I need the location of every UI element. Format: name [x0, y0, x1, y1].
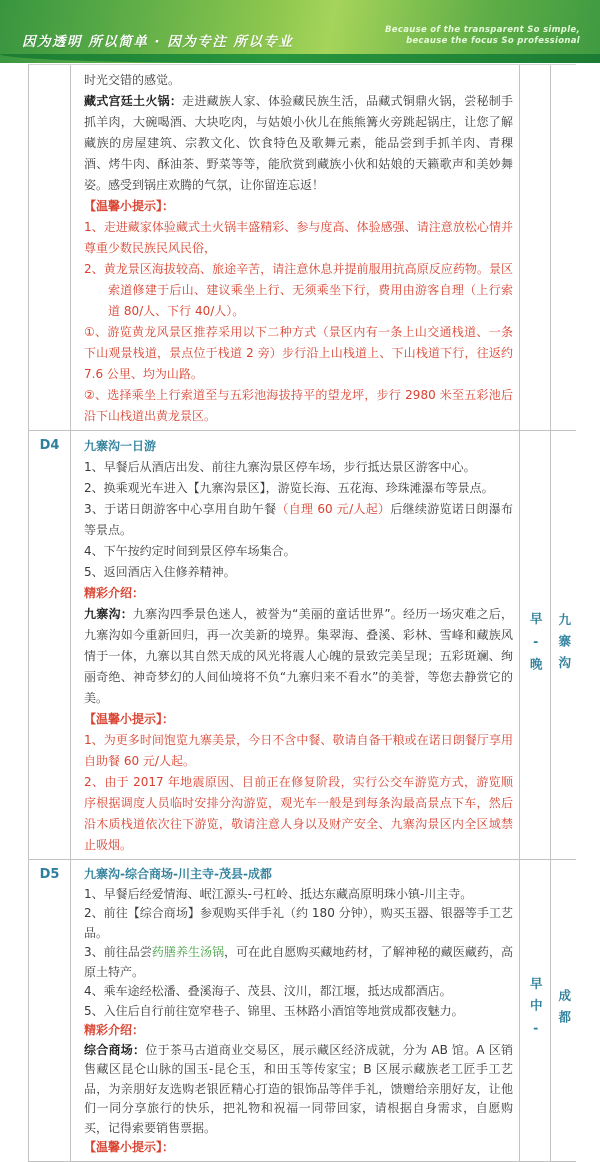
- tips-header-d5: 【温馨小提示】：: [84, 1140, 175, 1154]
- highlight-label-d4: 九寨沟：: [84, 607, 133, 621]
- step-item: [84, 499, 513, 541]
- day-label-d4: D4: [29, 431, 71, 859]
- step-item: 4、下午按约定时间到景区停车场集合。: [84, 544, 296, 558]
- stay-cell-d5: [551, 860, 576, 1161]
- step-item: 5、入住后自行前往宽窄巷子、锦里、玉林路小酒馆等地赏成都夜魅力。: [84, 1003, 464, 1018]
- banner-slogan-chinese: 因为透明 所以简单 · 因为专注 所以专业: [22, 34, 294, 50]
- banner-slogan-english: [385, 25, 580, 47]
- banner-ribbon: [0, 54, 600, 63]
- step-item: 4、乘车途经松潘、叠溪海子、茂县、汶川，都江堰，抵达成都酒店。: [84, 984, 452, 998]
- step3-pre-d5: 3、前往品尝: [84, 945, 152, 959]
- highlight-text-d4: 九寨沟四季景色迷人，被誉为“美丽的童话世界”。经历一场灾难之后，九寨沟如今重新回归，再一次美新的境界。集翠海、叠溪、彩林、雪峰和藏族风情于一体，九寨以其自然天成的风光将震人心魄的景致完美呈现；五彩斑斓、绚丽奇绝、神奇梦幻的人间仙境将不负“九寨归来不看水”的美誉，等您去静赏它的美。: [84, 607, 513, 705]
- tip-item: 1、为更多时间饱览九寨美景，今日不含中餐、敬请自备干粮或在诺日朗餐厅享用自助餐 60 元/人起。: [84, 733, 513, 768]
- meals-text-d4: 早-晚: [528, 611, 544, 679]
- day-title-d5: 九寨沟-综合商场-川主寺-茂县-成都: [84, 867, 272, 881]
- day-label-d5: D5: [29, 860, 71, 1161]
- tip-item: ②、选择乘坐上行索道至与五彩池海拔持平的望龙坪，步行 2980 米至五彩池后沿下山栈道出黄龙景区。: [84, 388, 513, 423]
- highlight-label-d5: 综合商场：: [84, 1042, 146, 1057]
- table-row-d5: [29, 860, 576, 1162]
- banner-slogan-english-line1: Because of the transparent So simple,: [385, 25, 580, 35]
- day-cell-empty: [29, 65, 71, 430]
- stay-text-d4: 九寨沟: [556, 612, 572, 678]
- stay-cell-d4: [551, 431, 576, 859]
- meals-cell-d5: [520, 860, 551, 1161]
- content-cell-d5: [71, 860, 520, 1161]
- tip-item: 1、走进藏家体验藏式土火锅丰盛精彩、参与度高、体验感强、请注意放松心情并尊重少数民族民风民俗，: [84, 220, 513, 255]
- step3-self-pay-note: （自理 60 元/人起）: [276, 502, 391, 516]
- step-item: 5、返回酒店入住修养精神。: [84, 565, 236, 579]
- step3-pre: 3、于诺日朗游客中心享用自助午餐: [84, 502, 277, 516]
- step-item: 2、前往【综合商场】参观购买伴手礼（约 180 分钟），购买玉器、银器等手工艺品。: [84, 906, 513, 940]
- highlight-text-d5: 位于茶马古道商业交易区，展示藏区经济成就，分为 AB 馆。A 区销售藏区昆仑山脉的国玉-昆仑玉，和田玉等传家宝；B 区展示藏族老工匠手工艺品，为亲朋好友选购老银匠精心打造的银饰品等伴手礼，馈赠给亲朋好友，让他们一同分享旅行的快乐，把礼物和祝福一同带回家，请根据自身需求，自愿购买，记得索要销售票据。: [84, 1042, 513, 1135]
- step-item: [84, 943, 513, 982]
- table-row-continuation: [29, 65, 576, 431]
- tip-item: ①、游览黄龙风景区推荐采用以下二种方式（景区内有一条上山交通栈道、一条下山观景栈道，景点位于栈道 2 旁）步行沿上山栈道上、下山栈道下行，往返约 7.6 公里、均为山路。: [84, 325, 513, 381]
- stay-text-d5: 成都: [556, 988, 572, 1032]
- table-row-d4: [29, 431, 576, 860]
- content-cell-d4: [71, 431, 520, 859]
- banner-slogan-english-line2: because the focus So professional: [406, 36, 580, 46]
- highlight-paragraph-d4: [84, 604, 513, 709]
- meals-text-d5: 早中-: [528, 976, 544, 1044]
- tips-header-d4: 【温馨小提示】：: [84, 712, 175, 726]
- highlight-paragraph-d5: [84, 1041, 513, 1139]
- hotpot-label: 藏式宫廷土火锅：: [84, 94, 183, 108]
- itinerary-table: [28, 64, 576, 1162]
- paragraph-hotpot: [84, 91, 513, 196]
- stay-cell-empty: [551, 65, 576, 430]
- step-item: 2、换乘观光车进入【九寨沟景区】，游览长海、五花海、珍珠滩瀑布等景点。: [84, 481, 494, 495]
- brand-banner: [0, 0, 600, 63]
- step3-medicinal-hotpot: 药膳养生汤锅: [151, 945, 225, 959]
- step-item: 1、早餐后经爱情海、岷江源头-弓杠岭、抵达东藏高原明珠小镇-川主寺。: [84, 886, 473, 901]
- highlight-header-d5: 精彩介绍：: [84, 1023, 145, 1037]
- meals-cell-empty: [520, 65, 551, 430]
- paragraph-intro-tail: 时光交错的感觉。: [84, 73, 181, 87]
- step3-post-d5: ，可在此自愿购买藏地药材，了解神秘的藏医藏药，高原土特产。: [84, 945, 513, 979]
- step-item: 1、早餐后从酒店出发、前往九寨沟景区停车场，步行抵达景区游客中心。: [84, 460, 476, 474]
- day-title-d4: 九寨沟一日游: [84, 439, 157, 453]
- meals-cell-d4: [520, 431, 551, 859]
- tip-item: 2、黄龙景区海拔较高、旅途辛苦，请注意休息并提前服用抗高原反应药物。景区索道修建于后山、建议乘坐上行、无须乘坐下行，费用由游客自理（上行索道 80/人、下行 40/人）。: [84, 262, 513, 318]
- tip-item: 2、由于 2017 年地震原因、目前正在修复阶段，实行公交车游览方式，游览顺序根据调度人员临时安排分沟游览，观光车一般是到每条沟最高景点下车，然后沿木质栈道依次往下游览，敬请注意人身以及财产安全、九寨沟景区内全区域禁止吸烟。: [84, 775, 513, 852]
- hotpot-text: 走进藏族人家、体验藏民族生活，品藏式铜鼎火锅，尝秘制手抓羊肉，大碗喝酒、大块吃肉，与姑娘小伙儿在熊熊篝火旁跳起锅庄，让您了解藏族的房屋建筑、宗教文化、饮食特色及歌舞元素，能品尝到手抓羊肉、青稞酒、烤牛肉、酥油茶、野菜等等，能欣赏到藏族小伙和姑娘的天籁歌声和美妙舞姿。感受到锅庄欢腾的气氛，让你留连忘返！: [84, 94, 513, 192]
- content-cell-continuation: [71, 65, 520, 430]
- step3-post: 后继续游览诺日朗瀑布等景点。: [84, 502, 513, 537]
- tips-header: 【温馨小提示】：: [84, 199, 175, 213]
- highlight-header-d4: 精彩介绍：: [84, 586, 145, 600]
